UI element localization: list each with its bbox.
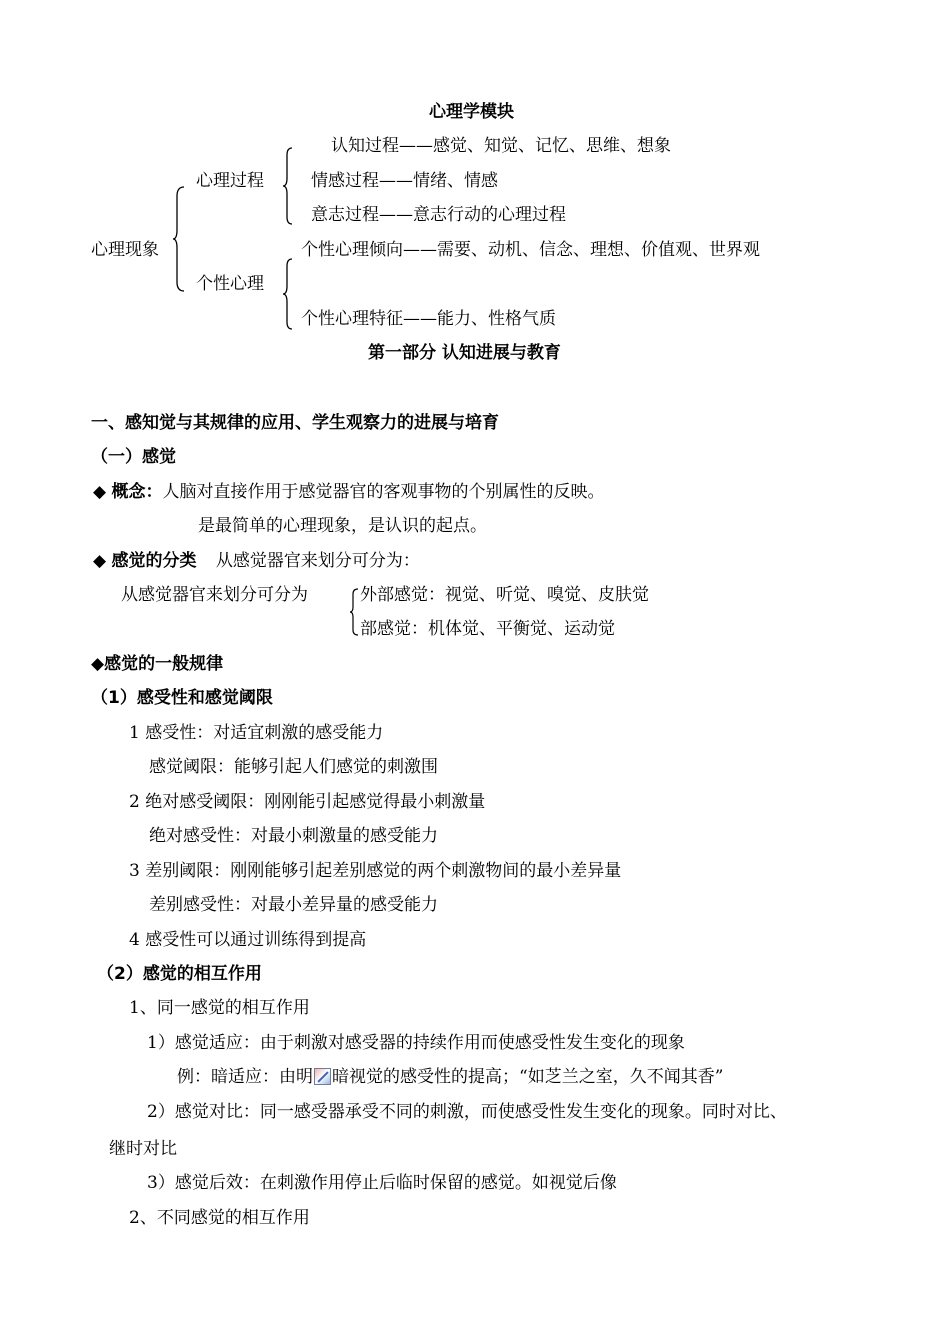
contrast-line-continued: 继时对比 (109, 1139, 177, 1159)
concept-text-2: 是最简单的心理现象，是认识的起点。 (198, 516, 487, 536)
concept-label: 概念： (111, 482, 163, 502)
adaptation-line: 1）感觉适应：由于刺激对感受器的持续作用而使感受性发生变化的现象 (147, 1033, 685, 1053)
section-title: 一、感知觉与其规律的应用、学生观察力的进展与培育 (91, 413, 499, 433)
rule2-title: （2）感觉的相互作用 (97, 964, 262, 984)
concept-text: 人脑对直接作用于感觉器官的客观事物的个别属性的反映。 (162, 482, 605, 502)
subsection-title: （一）感觉 (91, 447, 176, 467)
aftereffect-line: 3）感觉后效：在刺激作用停止后临时保留的感觉。如视觉后像 (147, 1173, 617, 1193)
process-item-emotion: 情感过程——情绪、情感 (311, 171, 498, 191)
classification-text: 从感觉器官来划分可分为： (215, 551, 420, 571)
example-text-a: 例：暗适应：由明 (177, 1067, 313, 1087)
process-item-cognition: 认知过程——感觉、知觉、记忆、思维、想象 (331, 136, 671, 156)
process-item-will: 意志过程——意志行动的心理过程 (311, 205, 566, 225)
rule1-line: 3 差别阈限：刚刚能够引起差别感觉的两个刺激物间的最小差异量 (129, 861, 622, 881)
embedded-image-icon (314, 1068, 331, 1085)
concept-line (93, 481, 604, 503)
internal-sense: 部感觉：机体觉、平衡觉、运动觉 (360, 619, 615, 639)
process-label: 心理过程 (196, 171, 264, 191)
rule1-line: 2 绝对感受阈限：刚刚能引起感觉得最小刺激量 (129, 792, 486, 812)
part-title: 第一部分 认知进展与教育 (368, 343, 561, 363)
same-sense-title: 1、同一感觉的相互作用 (129, 998, 310, 1018)
example-text-b: 暗视觉的感受性的提高；“如芝兰之室，久不闻其香” (332, 1067, 724, 1087)
personality-item-trait: 个性心理特征——能力、性格气质 (301, 309, 556, 329)
rule1-line: 1 感受性：对适宜刺激的感受能力 (129, 723, 384, 743)
classification-label: 感觉的分类 (111, 551, 197, 571)
rule1-line: 感觉阈限：能够引起人们感觉的刺激围 (149, 757, 438, 777)
rule1-line: 差别感受性：对最小差异量的感受能力 (149, 895, 438, 915)
rule1-title: （1）感受性和感觉阈限 (91, 688, 273, 708)
different-sense-title: 2、不同感觉的相互作用 (129, 1208, 310, 1228)
root-brace (172, 186, 186, 292)
process-brace (282, 147, 294, 225)
personality-item-tendency: 个性心理倾向——需要、动机、信念、理想、价值观、世界观 (301, 240, 760, 260)
example-line (177, 1066, 723, 1088)
classification-brace (349, 588, 359, 636)
contrast-line: 2）感觉对比：同一感受器承受不同的刺激，而使感受性发生变化的现象。同时对比、 (147, 1102, 787, 1122)
concept-bullet: ◆ (93, 482, 107, 502)
classification-bullet: ◆ (93, 551, 107, 571)
classification-line (93, 550, 420, 572)
root-label: 心理现象 (91, 240, 159, 260)
classification-lead: 从感觉器官来划分可分为 (121, 585, 308, 605)
personality-brace (282, 258, 294, 330)
general-rules-title: ◆感觉的一般规律 (91, 654, 224, 674)
rule1-line: 4 感受性可以通过训练得到提高 (129, 930, 367, 950)
personality-label: 个性心理 (196, 274, 264, 294)
rule1-line: 绝对感受性：对最小刺激量的感受能力 (149, 826, 438, 846)
page-title: 心理学模块 (429, 102, 514, 122)
external-sense: 外部感觉：视觉、听觉、嗅觉、皮肤觉 (360, 585, 649, 605)
